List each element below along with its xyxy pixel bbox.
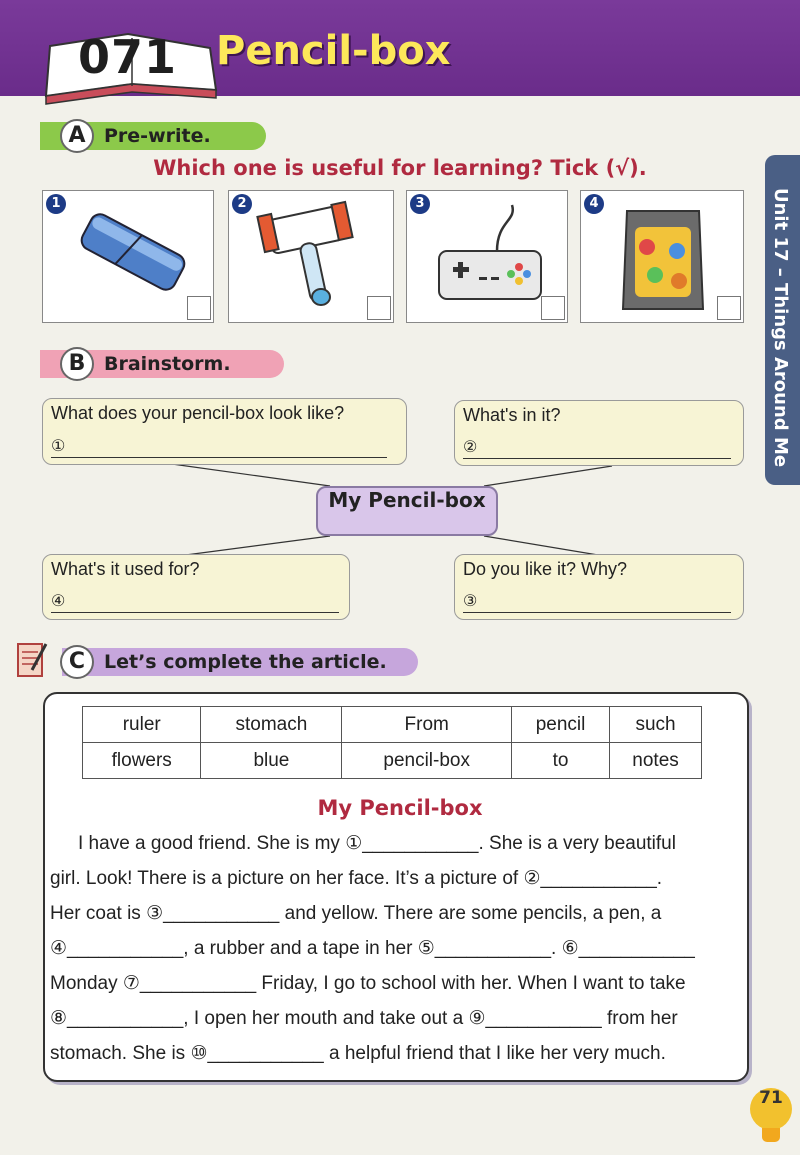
article-title: My Pencil-box [317, 796, 483, 820]
lesson-number: 071 [78, 30, 178, 84]
option-number: 4 [584, 194, 604, 214]
notepad-pencil-icon [16, 640, 50, 680]
answer-line[interactable] [51, 436, 387, 458]
article-line[interactable]: ④___________, a rubber and a tape in her ⑤___________. ⑥___________ [50, 938, 695, 959]
section-c-banner [62, 648, 418, 676]
section-a-letter: A [60, 119, 94, 153]
article-line[interactable]: I have a good friend. She is my ①___________. She is a very beautiful [78, 833, 676, 854]
brainstorm-question: What's in it? [463, 405, 561, 425]
word-cell: ruler [83, 707, 201, 743]
word-cell: From [342, 707, 512, 743]
word-cell: pencil-box [342, 743, 512, 779]
page-number: 71 [750, 1088, 792, 1130]
brainstorm-box-use [42, 554, 350, 620]
option-number: 2 [232, 194, 252, 214]
section-a-question: Which one is useful for learning? Tick (√). [153, 156, 647, 180]
brainstorm-box-like [454, 554, 744, 620]
section-a-title: Pre-write. [104, 125, 211, 147]
brainstorm-question: What does your pencil-box look like? [51, 403, 345, 423]
word-cell: such [610, 707, 702, 743]
word-cell: notes [610, 743, 702, 779]
brainstorm-box-look [42, 398, 407, 465]
word-bank-table [82, 706, 702, 779]
section-c-letter: C [60, 645, 94, 679]
table-row [83, 707, 702, 743]
my-pencil-box-center: My Pencil-box [316, 486, 498, 536]
answer-line[interactable] [463, 437, 731, 459]
article-line[interactable]: Monday ⑦___________ Friday, I go to school with her. When I want to take [50, 973, 686, 994]
brainstorm-box-contents [454, 400, 744, 466]
lightbulb-icon [762, 1128, 780, 1142]
section-b-letter: B [60, 347, 94, 381]
answer-number: ② [463, 439, 478, 456]
answer-line[interactable] [463, 591, 731, 613]
word-cell: flowers [83, 743, 201, 779]
article-line[interactable]: stomach. She is ⑩___________ a helpful friend that I like her very much. [50, 1043, 666, 1064]
answer-number: ④ [51, 593, 66, 610]
option-number: 3 [410, 194, 430, 214]
answer-line[interactable] [51, 591, 339, 613]
page-title: Pencil-box [216, 28, 451, 74]
table-row [83, 743, 702, 779]
brainstorm-question: What's it used for? [51, 559, 200, 579]
article-line[interactable]: girl. Look! There is a picture on her face. It’s a picture of ②___________. [50, 868, 663, 889]
brainstorm-question: Do you like it? Why? [463, 559, 628, 579]
word-cell: blue [201, 743, 342, 779]
article-line[interactable]: Her coat is ③___________ and yellow. There are some pencils, a pen, a [50, 903, 662, 924]
option-number: 1 [46, 194, 66, 214]
section-b-title: Brainstorm. [104, 353, 231, 375]
word-cell: stomach [201, 707, 342, 743]
unit-side-label: Unit 17 – Things Around Me [770, 188, 791, 468]
answer-number: ① [51, 438, 66, 455]
section-c-title: Let’s complete the article. [104, 651, 387, 673]
article-line[interactable]: ⑧___________, I open her mouth and take out a ⑨___________ from her [50, 1008, 678, 1029]
word-cell: pencil [511, 707, 609, 743]
word-cell: to [511, 743, 609, 779]
answer-number: ③ [463, 593, 478, 610]
